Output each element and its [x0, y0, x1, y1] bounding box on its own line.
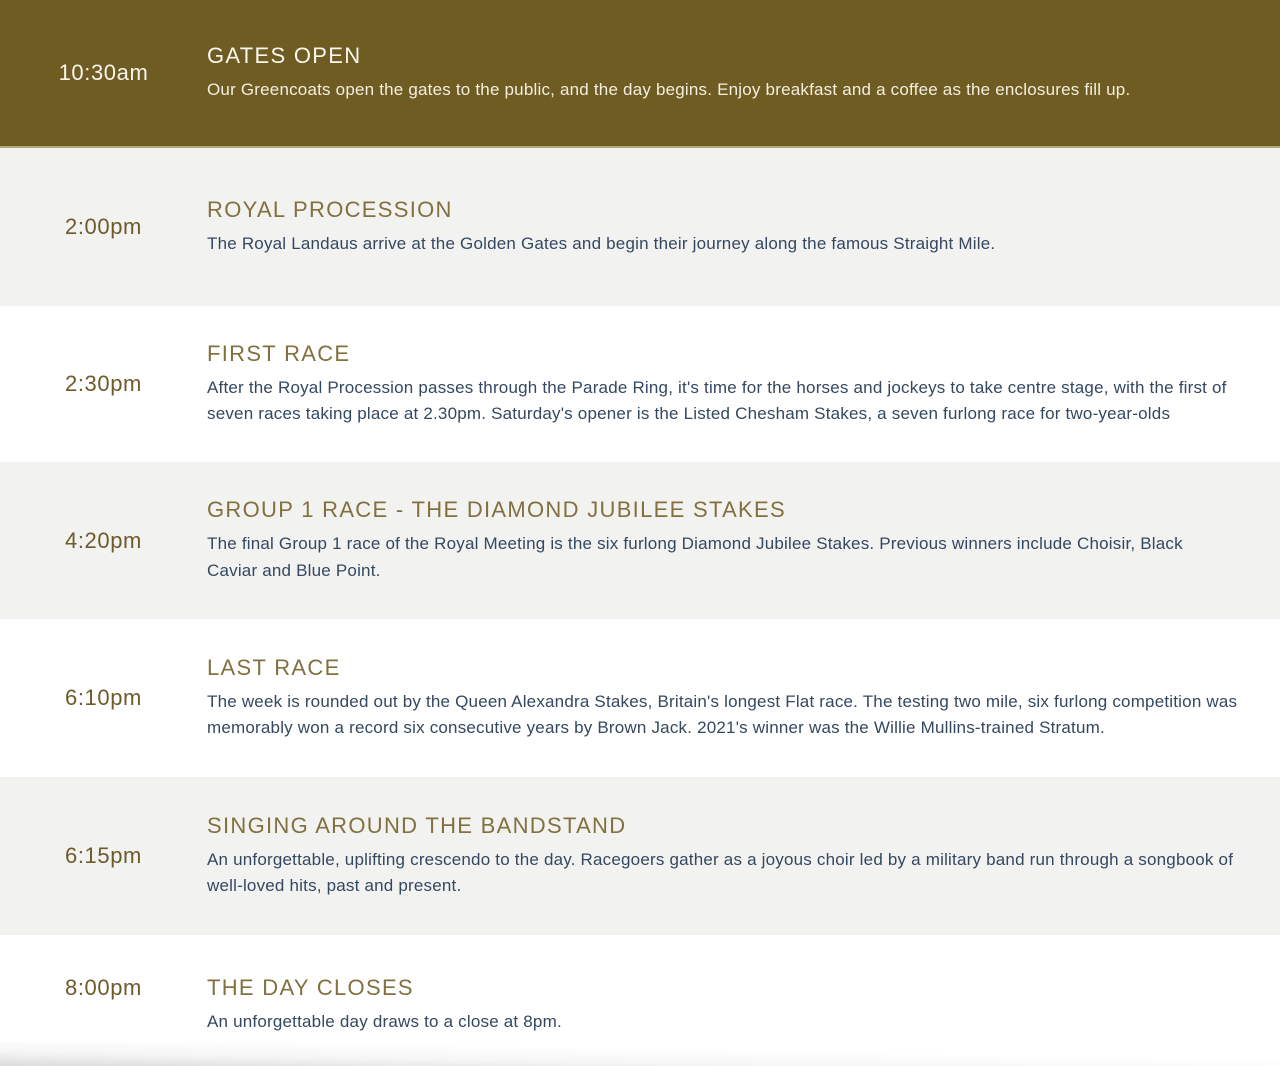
- schedule-row-gates-open[interactable]: [0, 0, 1280, 148]
- schedule-row-group1-race[interactable]: [0, 462, 1280, 619]
- schedule-row-royal-procession[interactable]: [0, 148, 1280, 306]
- event-content: [207, 975, 1280, 1036]
- event-title: THE DAY CLOSES: [207, 975, 414, 1000]
- event-time: 2:00pm: [65, 214, 142, 239]
- event-title: ROYAL PROCESSION: [207, 196, 453, 222]
- schedule-row-singing-bandstand[interactable]: [0, 777, 1280, 935]
- event-content: [207, 813, 1280, 900]
- event-description: After the Royal Procession passes through the Parade Ring, it's time for the horses and jockeys to take centre stage, with the first of seven races taking place at 2.30pm. Saturday's opener is the Listed Chesham Stakes, a seven furlong race for two-year-olds: [207, 377, 1227, 423]
- event-content: [207, 497, 1280, 584]
- event-description: The week is rounded out by the Queen Alexandra Stakes, Britain's longest Flat race. The testing two mile, six furlong competition was memorably won a record six consecutive years by Brown Jack. 2021's winner was the Willie Mullins-trained Stratum.: [207, 691, 1238, 737]
- event-time: 4:20pm: [65, 527, 142, 553]
- event-time: 6:10pm: [65, 685, 142, 710]
- event-content: [207, 655, 1280, 742]
- schedule-row-last-race[interactable]: [0, 619, 1280, 777]
- event-time: 8:00pm: [65, 975, 142, 1000]
- event-content: [207, 197, 1280, 258]
- event-description: The Royal Landaus arrive at the Golden Gates and begin their journey along the famous Straight Mile.: [207, 233, 996, 253]
- schedule-row-first-race[interactable]: [0, 306, 1280, 462]
- event-description: The final Group 1 race of the Royal Meeting is the six furlong Diamond Jubilee Stakes. Previous winners include Choisir, Black Caviar and Blue Point.: [207, 534, 1183, 580]
- event-description: An unforgettable, uplifting crescendo to the day. Racegoers gather as a joyous choir led by a military band run through a songbook of well-loved hits, past and present.: [207, 849, 1234, 895]
- event-time: 6:15pm: [65, 843, 142, 868]
- event-content: [207, 43, 1280, 104]
- event-time: 2:30pm: [65, 371, 142, 396]
- schedule-row-day-closes[interactable]: [0, 935, 1280, 1066]
- event-description: An unforgettable day draws to a close at 8pm.: [207, 1012, 562, 1031]
- event-time: 10:30am: [58, 60, 149, 85]
- event-content: [207, 341, 1280, 428]
- event-description: Our Greencoats open the gates to the public, and the day begins. Enjoy breakfast and a coffee as the enclosures fill up.: [207, 79, 1131, 99]
- event-title: FIRST RACE: [207, 340, 351, 366]
- event-title: GATES OPEN: [207, 42, 362, 68]
- event-title: SINGING AROUND THE BANDSTAND: [207, 812, 627, 838]
- event-title: LAST RACE: [207, 654, 341, 680]
- event-title: GROUP 1 RACE - THE DIAMOND JUBILEE STAKES: [207, 497, 786, 522]
